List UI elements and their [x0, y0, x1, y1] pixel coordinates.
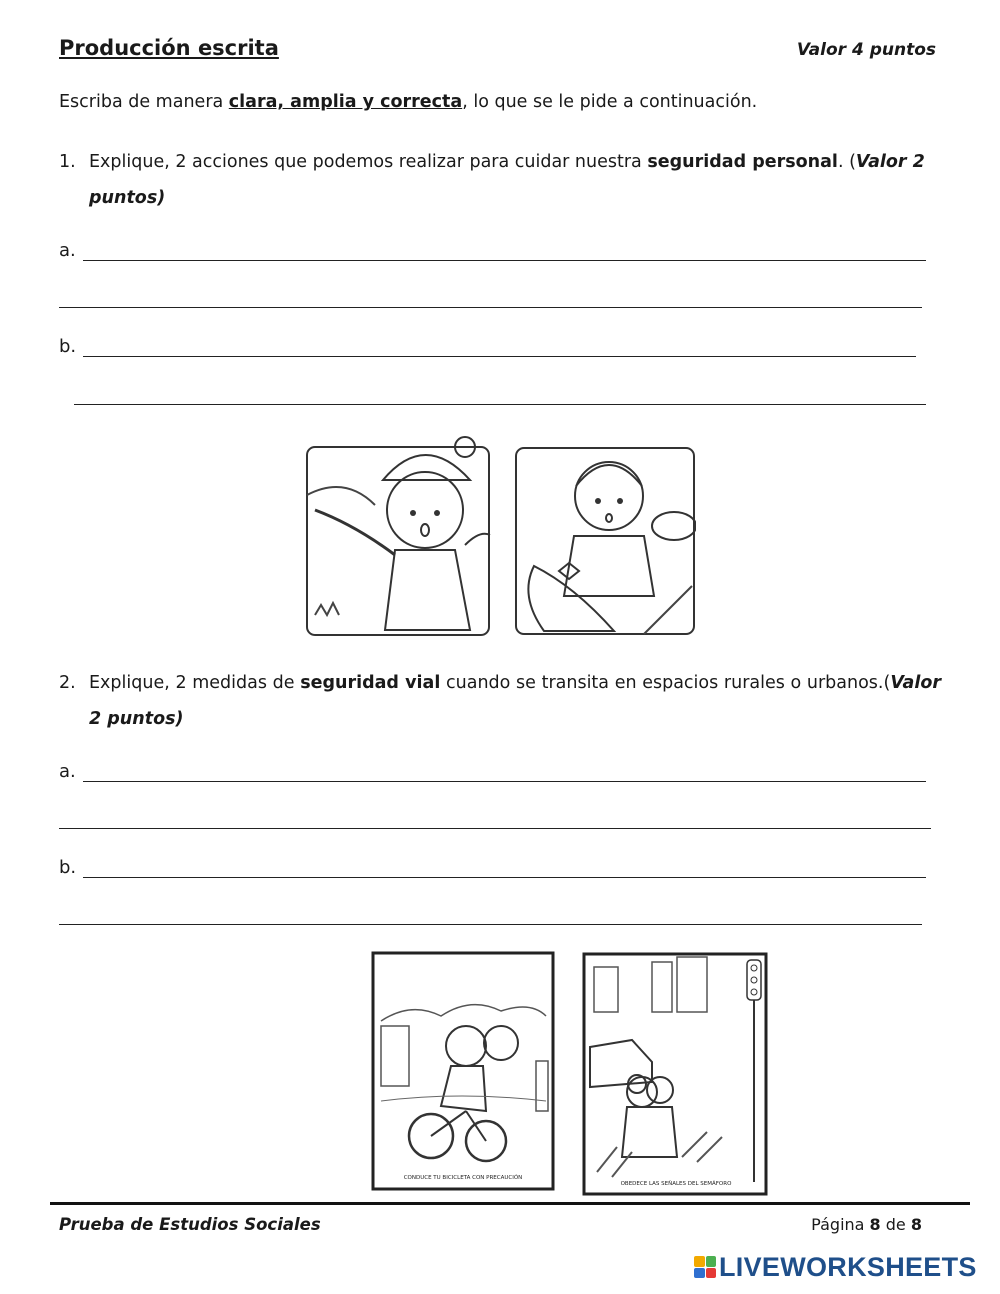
- answer-2a-label: a.: [59, 761, 76, 782]
- liveworksheets-wordmark: LIVEWORKSHEETS: [719, 1251, 977, 1282]
- section-value: Valor 4 puntos: [796, 40, 936, 60]
- traffic-light-crossing-icon: [582, 952, 768, 1196]
- question-1-number: 1.: [59, 152, 76, 172]
- footer-subject: Prueba de Estudios Sociales: [59, 1215, 321, 1234]
- answer-1b-line-2[interactable]: [74, 404, 926, 405]
- answer-2b-line-1[interactable]: [83, 877, 926, 878]
- question-1-text: Explique, 2 acciones que podemos realizar para cuidar nuestra seguridad personal. (Valor 2 puntos): [89, 152, 925, 208]
- answer-1a-line-2[interactable]: [59, 307, 922, 308]
- answer-2a-line-2[interactable]: [59, 828, 931, 829]
- instructions-after: , lo que se le pide a continuación.: [462, 92, 758, 112]
- child-offered-candy-icon: [514, 446, 696, 636]
- answer-1b-line-1[interactable]: [83, 356, 916, 357]
- caption-traffic-light: OBEDECE LAS SEÑALES DEL SEMÁFORO: [620, 1181, 732, 1187]
- child-approached-icon: [305, 435, 491, 637]
- section-title: Producción escrita: [59, 36, 279, 60]
- liveworksheets-logo-icon: [694, 1256, 716, 1278]
- instructions: [59, 92, 757, 112]
- liveworksheets-logo: [694, 1250, 977, 1284]
- answer-2a-line-1[interactable]: [83, 781, 926, 782]
- answer-2b-label: b.: [59, 857, 77, 878]
- question-2: [59, 665, 941, 737]
- footer-rule: [50, 1202, 970, 1205]
- question-2-text: Explique, 2 medidas de seguridad vial cuando se transita en espacios rurales o urbanos.(Valor 2 puntos): [89, 673, 941, 729]
- answer-1a-label: a.: [59, 240, 76, 261]
- bicycle-caution-icon: [371, 951, 555, 1193]
- instructions-before: Escriba de manera: [59, 92, 229, 112]
- question-1: [59, 144, 941, 216]
- answer-1a-line-1[interactable]: [83, 260, 926, 261]
- footer-page: Página 8 de 8: [811, 1215, 922, 1234]
- answer-2b-line-2[interactable]: [59, 924, 922, 925]
- instructions-emphasis: clara, amplia y correcta: [228, 92, 463, 112]
- answer-1b-label: b.: [59, 336, 77, 357]
- caption-bicycle: CONDUCE TU BICICLETA CON PRECAUCIÓN: [403, 1175, 523, 1181]
- question-2-number: 2.: [59, 673, 76, 693]
